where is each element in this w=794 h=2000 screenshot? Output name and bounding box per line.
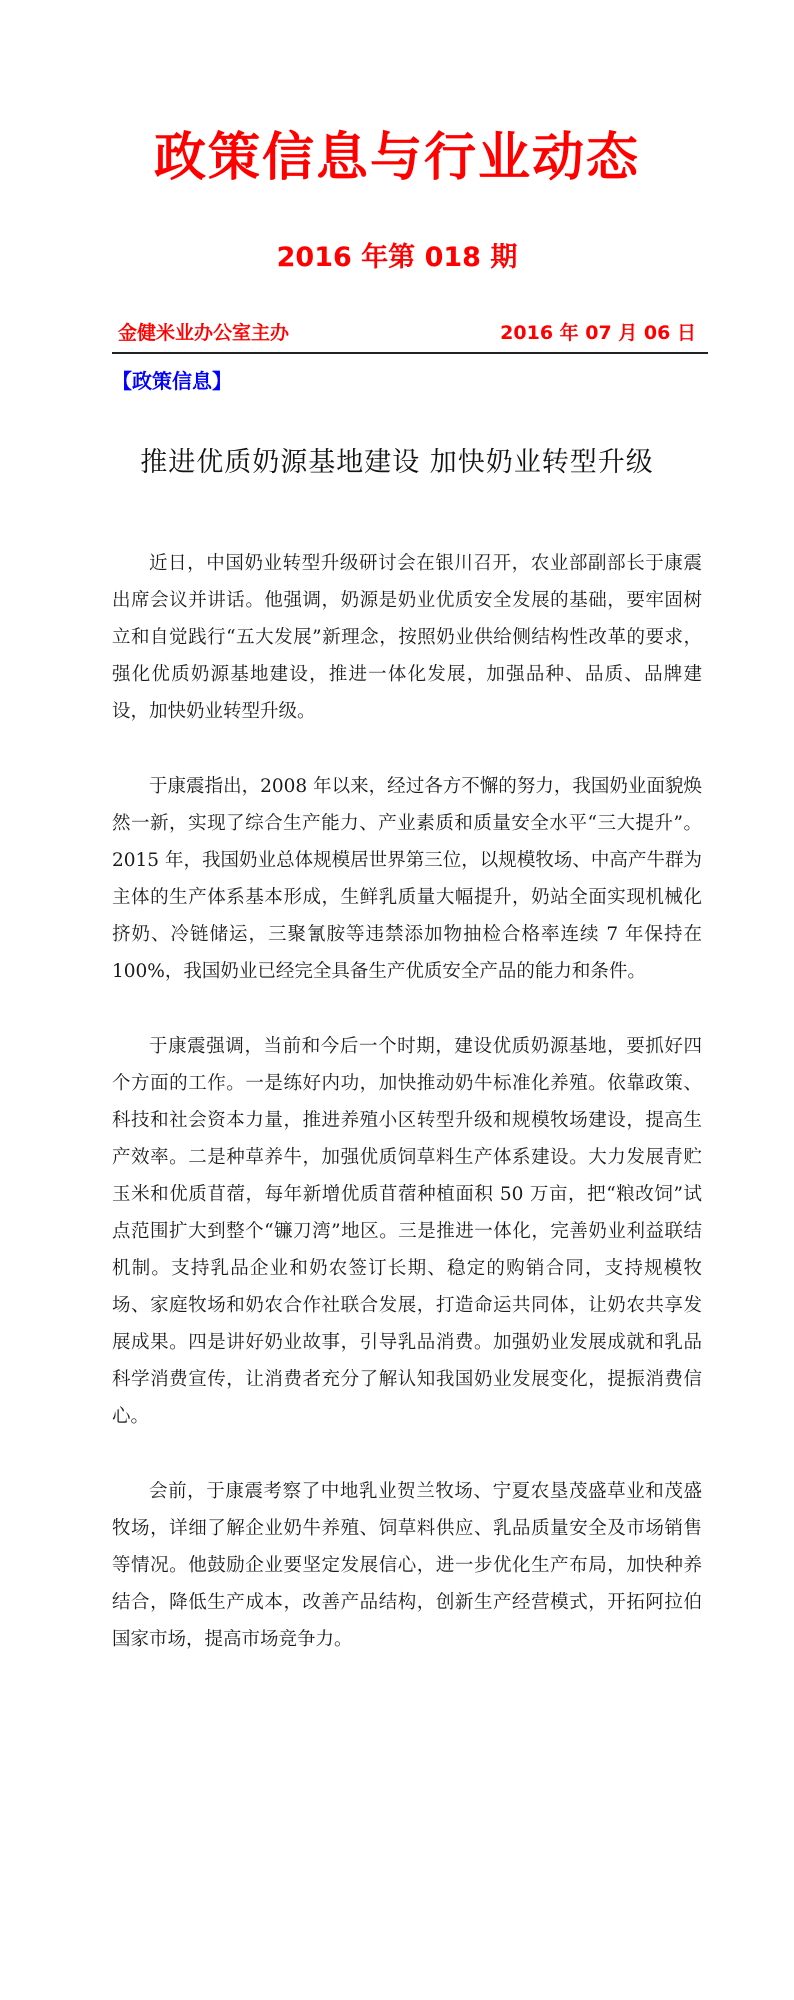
issuer-label: 金健米业办公室主办	[118, 322, 290, 344]
article-paragraph: 近日，中国奶业转型升级研讨会在银川召开，农业部副部长于康震出席会议并讲话。他强调，奶源是奶业优质安全发展的基础，要牢固树立和自觉践行“五大发展”新理念，按照奶业供给侧结构性改革的要求，强化优质奶源基地建设，推进一体化发展，加强品种、品质、品牌建设，加快奶业转型升级。	[112, 553, 702, 722]
issuer-row	[112, 318, 708, 354]
article-paragraph: 于康震强调，当前和今后一个时期，建设优质奶源基地，要抓好四个方面的工作。一是练好内功，加快推动奶牛标准化养殖。依靠政策、科技和社会资本力量，推进养殖小区转型升级和规模牧场建设，提高生产效率。二是种草养牛，加强优质饲草料生产体系建设。大力发展青贮玉米和优质苜蓿，每年新增优质苜蓿种植面积 50 万亩，把“粮改饲”试点范围扩大到整个“镰刀湾”地区。三是推进一体化，完善奶业利益联结机制。支持乳品企业和奶农签订长期、稳定的购销合同，支持规模牧场、家庭牧场和奶农合作社联合发展，打造命运共同体，让奶农共享发展成果。四是讲好奶业故事，引导乳品消费。加强奶业发展成就和乳品科学消费宣传，让消费者充分了解认知我国奶业发展变化，提振消费信心。	[112, 1036, 702, 1427]
section-tag: 【政策信息】	[112, 369, 232, 393]
issue-date: 2016 年 07 月 06 日	[500, 322, 696, 344]
masthead-title: 政策信息与行业动态	[153, 128, 640, 188]
article-paragraph: 会前，于康震考察了中地乳业贺兰牧场、宁夏农垦茂盛草业和茂盛牧场，详细了解企业奶牛养殖、饲草料供应、乳品质量安全及市场销售等情况。他鼓励企业要坚定发展信心，进一步优化生产布局，加快种养结合，降低生产成本，改善产品结构，创新生产经营模式，开拓阿拉伯国家市场，提高市场竞争力。	[112, 1481, 702, 1650]
article-title: 推进优质奶源基地建设 加快奶业转型升级	[140, 447, 654, 478]
issue-number: 2016 年第 018 期	[276, 242, 518, 273]
article-paragraph: 于康震指出，2008 年以来，经过各方不懈的努力，我国奶业面貌焕然一新，实现了综合生产能力、产业素质和质量安全水平“三大提升”。2015 年，我国奶业总体规模居世界第三位，以规模牧场、中高产牛群为主体的生产体系基本形成，生鲜乳质量大幅提升，奶站全面实现机械化挤奶、冷链储运，三聚氰胺等违禁添加物抽检合格率连续 7 年保持在 100%，我国奶业已经完全具备生产优质安全产品的能力和条件。	[112, 776, 702, 982]
article-body	[112, 545, 702, 1696]
